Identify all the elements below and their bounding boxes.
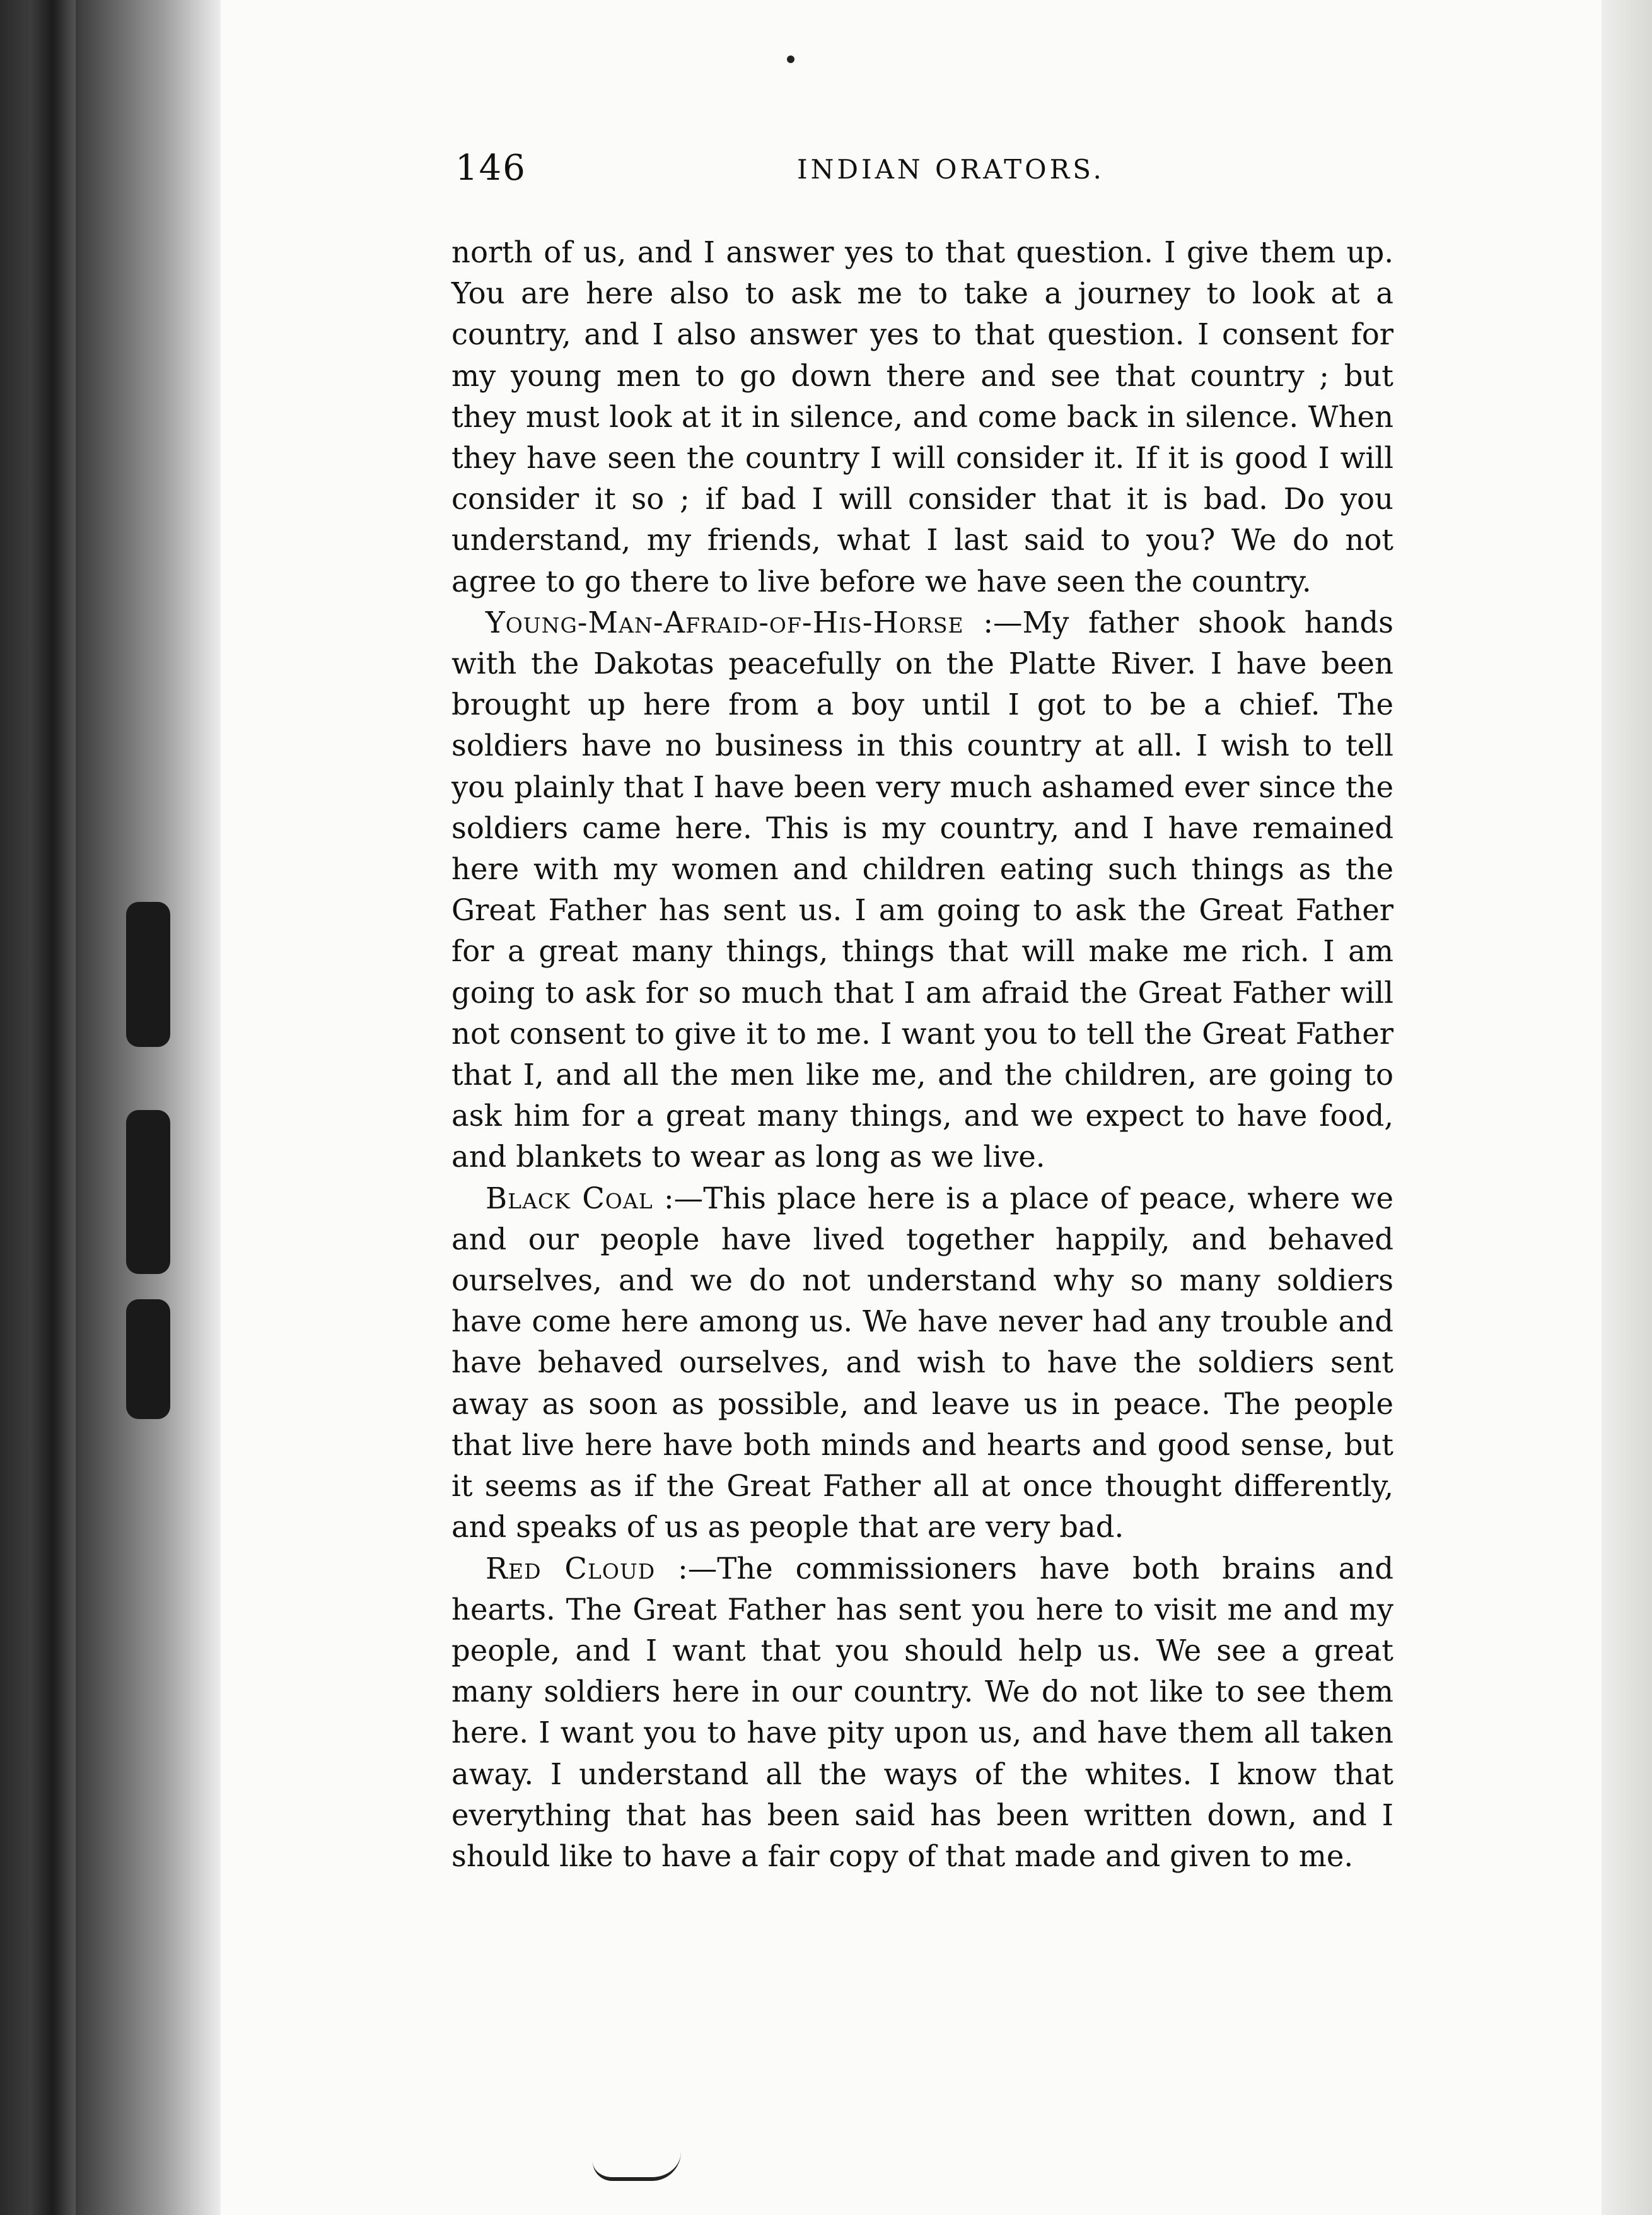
speaker-name: Red Cloud — [486, 1551, 656, 1586]
binding-shadow — [76, 0, 221, 2215]
paragraph-text: The commissioners have both brains and hearts. The Great Father has sent you here to visit me and my people, and I want that you should help us. We see a great many soldiers here in our country. We do not like to see them here. I want you to have pity upon us, and have them all taken away. I understand all the ways of the whites. I know that everything that has been said has been written down, and I should like to have a fair copy of that made and given to me. — [451, 1551, 1394, 1873]
paragraph-text: north of us, and I answer yes to that question. I give them up. You are here also to ask me to take a journey to look at a country, and I also answer yes to that question. I consent for my young men to go down there and see that country ; but they must look at it in silence, and come back in silence. When they have seen the country I will consider it. If it is good I will consider it so ; if bad I will consider that it is bad. Do you understand, my friends, what I last said to you? We do not agree to go there to live before we have seen the country. — [451, 235, 1393, 599]
page-edge — [1602, 0, 1652, 2215]
ink-speck — [787, 56, 794, 63]
speaker-separator: :— — [653, 1181, 704, 1215]
paragraph — [451, 232, 1393, 602]
paragraph — [451, 1548, 1393, 1878]
binding-mark — [126, 1110, 170, 1274]
paragraph — [451, 602, 1393, 1178]
binding-mark — [126, 1299, 170, 1419]
speaker-separator: :— — [655, 1551, 718, 1586]
speaker-name: Black Coal — [486, 1181, 653, 1215]
speaker-name: Young-Man-Afraid-of-His-Horse — [486, 605, 964, 640]
paragraph — [451, 1178, 1393, 1548]
page-number: 146 — [455, 148, 526, 189]
running-head: INDIAN ORATORS. — [797, 154, 1105, 185]
speaker-separator: :— — [963, 605, 1023, 640]
page-header — [455, 148, 1363, 198]
paragraph-text: This place here is a place of peace, where we and our people have lived together happily, and behaved ourselves, and we do not understand why so many soldiers have come here among us. We have never had any trouble and have behaved ourselves, and wish to have the soldiers sent away as soon as possible, and leave us in peace. The people that live here have both minds and hearts and good sense, but it seems as if the Great Father all at once thought differently, and speaks of us as people that are very bad. — [451, 1181, 1393, 1545]
body-text — [451, 232, 1393, 1877]
paragraph-text: My father shook hands with the Dakotas peacefully on the Platte River. I have been brought up here from a boy until I got to be a chief. The soldiers have no business in this country at all. I wish to tell you plainly that I have been very much ashamed ever since the soldiers came here. This is my country, and I have remained here with my women and children eating such things as the Great Father has sent us. I am going to ask the Great Father for a great many things, things that will make me rich. I am going to ask for so much that I am afraid the Great Father will not consent to give it to me. I want you to tell the Great Father that I, and all the men like me, and the children, are going to ask him for a great many things, and we expect to have food, and blankets to wear as long as we live. — [451, 605, 1393, 1174]
binding-mark — [126, 902, 170, 1047]
book-binding — [0, 0, 76, 2215]
